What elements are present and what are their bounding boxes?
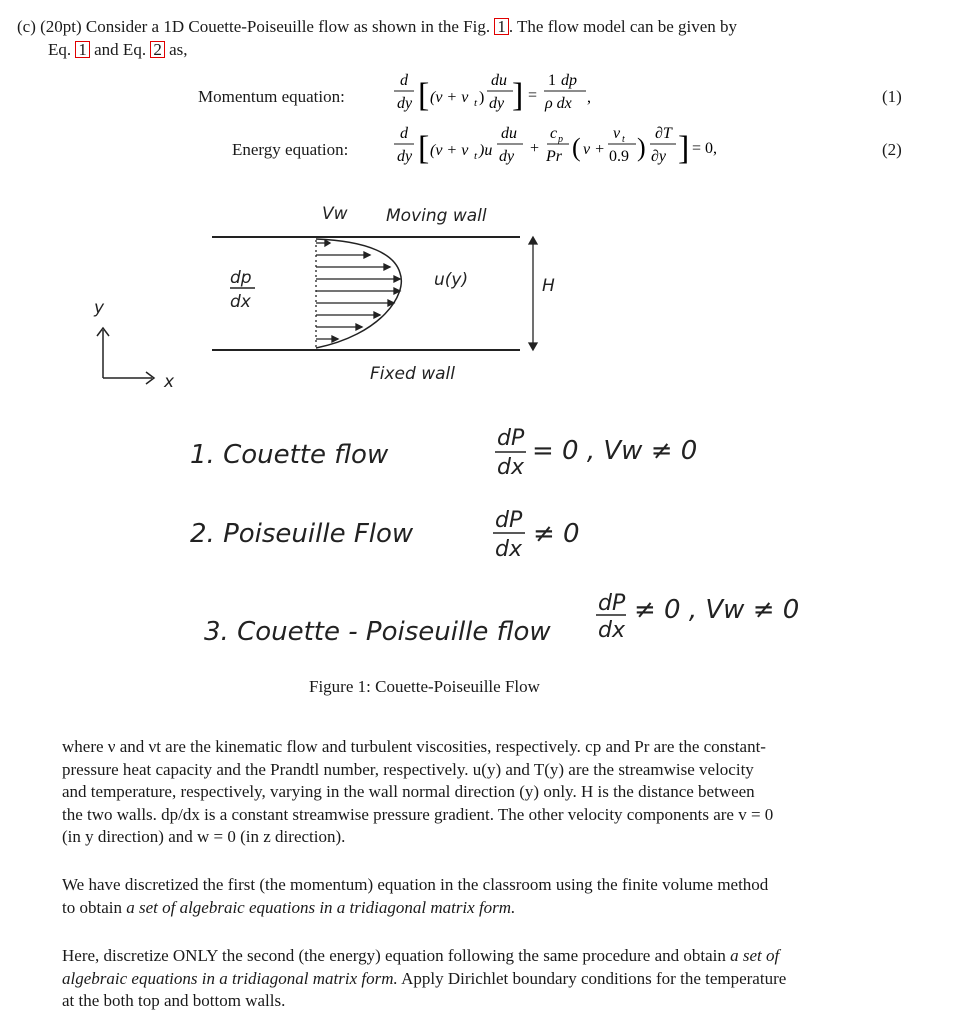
svg-text:)u: )u [479,142,493,159]
eq2-ref-link[interactable]: 2 [150,41,165,58]
svg-text:∂T: ∂T [655,125,672,142]
momentum-equation-number: (1) [882,87,902,106]
energy-equation [394,125,717,167]
svg-text:+: + [530,140,540,157]
svg-text:du: du [491,72,507,89]
note-poiseuille-condition: ≠ 0 [533,519,580,549]
svg-text:(ν + ν: (ν + ν [430,142,469,159]
paragraph-task [62,945,942,1013]
wall-velocity-label: Vw [322,204,348,224]
paragraph-line: (in y direction) and w = 0 (in z direction). [62,827,346,846]
svg-text:]: ] [512,77,524,114]
eq1-ref-link[interactable]: 1 [75,41,90,58]
svg-text:,: , [587,89,591,106]
figure-ref-link[interactable]: 1 [494,18,509,35]
paragraph-line: to obtain a set of algebraic equations in a tridiagonal matrix form. [62,897,516,917]
equations-math [380,66,780,186]
note-poiseuille-label: 2. Poiseuille Flow [190,519,414,549]
note-couette-label: 1. Couette flow [190,440,389,470]
svg-text:dy: dy [489,95,505,112]
momentum-equation [394,72,591,114]
pressure-gradient-num: dp [230,268,252,288]
question-header: (c) (20pt) Consider a 1D Couette-Poiseuille flow as shown in the Fig. 1 . The flow model can be given by [17,17,738,36]
svg-text:dx: dx [497,455,524,480]
fixed-wall-label: Fixed wall [370,364,455,384]
pressure-gradient-den: dx [230,292,251,312]
question-header-line2: Eq. 1 and Eq. 2 as, [48,40,188,59]
svg-text:dp: dp [561,72,577,89]
note-couette-poiseuille-label: 3. Couette - Poiseuille flow [204,617,551,647]
svg-text:(ν + ν: (ν + ν [430,89,469,106]
paragraph-line: algebraic equations in a tridiagonal matrix form. Apply Dirichlet boundary conditions for the temperature [62,968,787,988]
svg-text:Pr: Pr [546,148,562,165]
energy-equation-number: (2) [882,140,902,159]
momentum-equation-label: Momentum equation: [198,87,345,106]
svg-text:t: t [474,150,478,162]
svg-text:[: [ [418,77,430,114]
svg-text:∂y: ∂y [651,148,667,165]
svg-text:= 0,: = 0, [692,140,718,157]
velocity-profile-label: u(y) [434,270,469,290]
svg-text:dP: dP [497,426,525,451]
svg-text:1: 1 [548,72,556,89]
svg-text:ρ dx: ρ dx [545,95,572,112]
note-couette-condition: = 0 , Vw ≠ 0 [532,436,698,466]
svg-text:t: t [622,134,625,145]
svg-text:): ) [637,133,646,162]
svg-text:d: d [400,72,408,89]
figure-caption: Figure 1: Couette-Poiseuille Flow [309,677,540,696]
svg-text:dy: dy [499,148,515,165]
svg-text:dP: dP [598,591,626,616]
energy-equation-label: Energy equation: [232,140,349,159]
svg-text:dP: dP [495,508,523,533]
paragraph-definitions [62,736,942,849]
paragraph-line: the two walls. dp/dx is a constant streamwise pressure gradient. The other velocity components are v = 0 [62,804,774,824]
height-dimension-arrow [529,237,537,350]
note-couette-poiseuille-condition: ≠ 0 , Vw ≠ 0 [634,595,800,625]
handwritten-notes [190,415,830,655]
svg-text:dx: dx [495,537,522,562]
question-label: (c) (20pt) [17,17,82,36]
svg-text:d: d [400,125,408,142]
height-label: H [542,276,555,296]
svg-text:ν: ν [613,125,621,142]
svg-text:): ) [479,89,485,106]
moving-wall-label: Moving wall [386,206,487,226]
paragraph-line: where ν and νt are the kinematic flow and turbulent viscosities, respectively. cp and Pr are the constant- [62,737,766,756]
paragraph-momentum-discretization [62,874,942,919]
svg-text:t: t [474,97,478,109]
coordinate-axes [97,328,154,384]
svg-text:dx: dx [598,618,625,643]
paragraph-line: at the both top and bottom walls. [62,991,286,1010]
paragraph-line: Here, discretize ONLY the second (the energy) equation following the same procedure and obtain a set of [62,946,780,965]
svg-text:dy: dy [397,95,413,112]
paragraph-line: pressure heat capacity and the Prandtl number, respectively. u(y) and T(y) are the streamwise velocity [62,759,754,779]
svg-text:=: = [528,87,538,104]
flow-diagram [80,195,560,395]
question-intro: Consider a 1D Couette-Poiseuille flow as shown in the Fig. [85,17,491,36]
paragraph-line: We have discretized the first (the momentum) equation in the classroom using the finite volume method [62,875,769,894]
svg-text:dy: dy [397,148,413,165]
paragraph-line: and temperature, respectively, varying in the wall normal direction (y) only. H is the distance between [62,782,755,801]
y-axis-label: y [94,298,105,318]
svg-text:]: ] [678,130,690,167]
svg-text:0.9: 0.9 [609,148,629,165]
svg-text:du: du [501,125,517,142]
svg-text:c: c [550,125,558,142]
svg-text:[: [ [418,130,430,167]
svg-text:p: p [558,134,563,145]
svg-text:(: ( [572,133,581,162]
x-axis-label: x [164,372,175,392]
svg-text:ν +: ν + [583,141,605,158]
